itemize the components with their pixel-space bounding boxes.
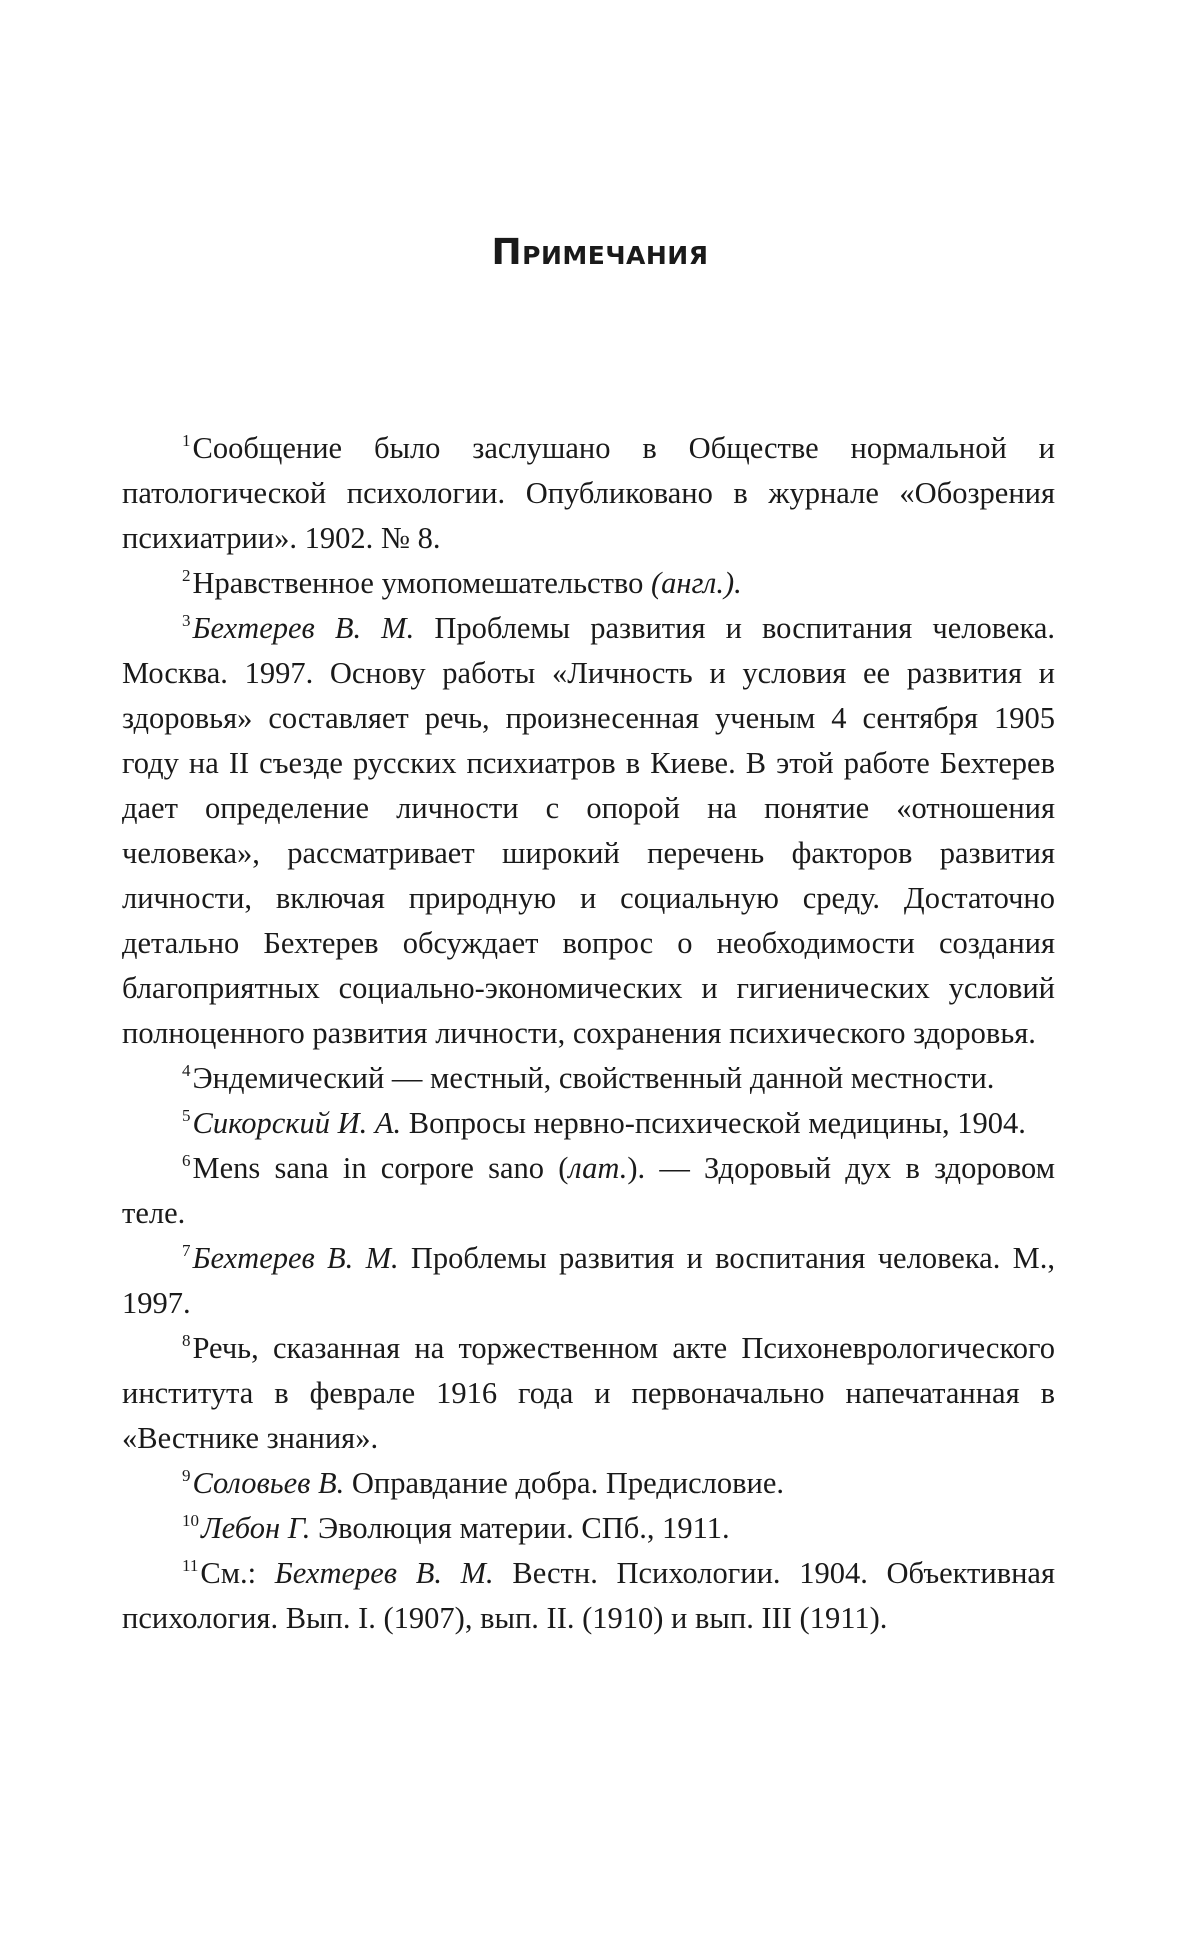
note-text: Mens sana in corpore sano (	[192, 1151, 569, 1185]
note-citation-italic: Бехтерев В. М.	[192, 611, 415, 645]
note-citation-italic: Лебон Г.	[201, 1511, 311, 1545]
note-text: Эндемический — местный, свойственный данной местности.	[192, 1061, 995, 1095]
note-citation-italic: лат.	[568, 1151, 628, 1185]
note-1	[122, 426, 1055, 561]
note-citation-italic: (англ.).	[650, 566, 742, 600]
note-number: 11	[182, 1556, 199, 1575]
note-citation-italic: Сикорский И. А.	[192, 1106, 402, 1140]
note-text: Нравственное умопомешательство	[192, 566, 651, 600]
note-text: См.:	[200, 1556, 275, 1590]
note-number: 1	[182, 431, 191, 450]
note-11	[122, 1551, 1055, 1641]
note-text: ). — Здоровый дух в здоровом теле.	[122, 1151, 1055, 1230]
notes-list	[122, 426, 1055, 1641]
note-text: Эволюция материи. СПб., 1911.	[310, 1511, 730, 1545]
note-text: Вестн. Психологии. 1904. Объективная психология. Вып. I. (1907), вып. II. (1910) и вып. III (1911).	[122, 1556, 1055, 1635]
note-number: 5	[182, 1106, 191, 1125]
note-7	[122, 1236, 1055, 1326]
note-4	[122, 1056, 1055, 1101]
note-citation-italic: Соловьев В.	[192, 1466, 345, 1500]
note-number: 3	[182, 611, 191, 630]
note-text: Вопросы нервно-психической медицины, 1904.	[401, 1106, 1026, 1140]
note-citation-italic: Бехтерев В. М.	[192, 1241, 399, 1275]
note-number: 2	[182, 566, 191, 585]
note-2	[122, 561, 1055, 606]
note-8	[122, 1326, 1055, 1461]
note-5	[122, 1101, 1055, 1146]
note-3	[122, 606, 1055, 1056]
note-text: Проблемы развития и воспитания человека. М., 1997.	[122, 1241, 1055, 1320]
note-text: Сообщение было заслушано в Обществе нормальной и патологической психологии. Опубликовано в журнале «Обозрения психиатрии». 1902. № 8.	[122, 431, 1055, 555]
page-title: Примечания	[491, 232, 709, 273]
note-6	[122, 1146, 1055, 1236]
note-10	[122, 1506, 1055, 1551]
note-9	[122, 1461, 1055, 1506]
note-number: 4	[182, 1061, 191, 1080]
note-text: Оправдание добра. Предисловие.	[344, 1466, 784, 1500]
note-citation-italic: Бехтерев В. М.	[274, 1556, 494, 1590]
note-number: 7	[182, 1241, 191, 1260]
note-text: Речь, сказанная на торжественном акте Психоневрологического института в феврале 1916 года и первоначально напечатанная в «Вестнике знания».	[122, 1331, 1055, 1455]
note-number: 10	[182, 1511, 199, 1530]
note-number: 6	[182, 1151, 191, 1170]
note-text: Проблемы развития и воспитания человека. Москва. 1997. Основу работы «Личность и условия ее развития и здоровья» составляет речь, произнесенная ученым 4 сентября 1905 году на II съезде русских психиатров в Киеве. В этой работе Бехтерев дает определение личности с опорой на понятие «отношения человека», рассматривает широкий перечень факторов развития личности, включая природную и социальную среду. Достаточно детально Бехтерев обсуждает вопрос о необходимости создания благоприятных социально-экономических и гигиенических условий полноценного развития личности, сохранения психического здоровья.	[122, 611, 1055, 1050]
note-number: 8	[182, 1331, 191, 1350]
note-number: 9	[182, 1466, 191, 1485]
